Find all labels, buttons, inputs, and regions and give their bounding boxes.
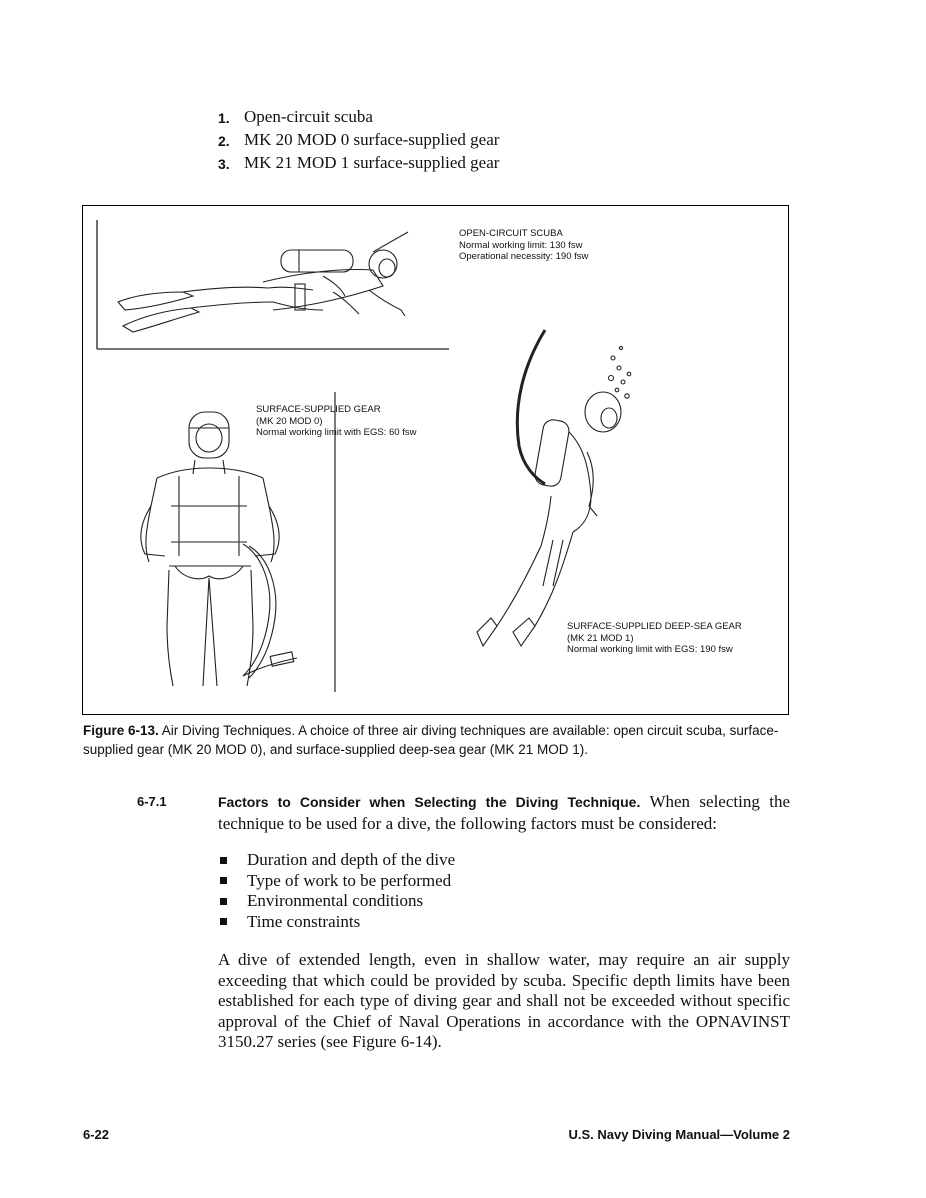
figure-caption <box>83 721 791 759</box>
mk20-line1: (MK 20 MOD 0) <box>256 415 323 427</box>
mk20-line2: Normal working limit with EGS: 60 fsw <box>256 427 417 438</box>
mk21-line1: (MK 21 MOD 1) <box>567 632 634 644</box>
mk20-diver-drawing <box>141 412 297 686</box>
mk21-label <box>567 621 742 656</box>
bullet-text: Environmental conditions <box>247 891 424 910</box>
list-number: 2. <box>218 133 230 149</box>
list-number: 1. <box>218 110 230 126</box>
bullet-icon <box>220 877 227 884</box>
list-item <box>218 152 499 175</box>
section-heading: Factors to Consider when Selecting the Diving Technique. <box>218 794 641 810</box>
figure-caption-text: Air Diving Techniques. A choice of three air diving techniques are available: open circuit scuba, surface-supplied gear (MK 20 MOD 0), and surface-supplied deep-sea gear (MK 21 MOD 1). <box>83 723 779 757</box>
list-item <box>218 129 499 152</box>
mk21-line2: Normal working limit with EGS: 190 fsw <box>567 644 733 655</box>
mk21-diver-drawing <box>477 330 631 646</box>
bullet-text: Time constraints <box>247 911 361 931</box>
scuba-diver-drawing <box>118 232 408 332</box>
scuba-line1: Normal working limit: 130 fsw <box>459 239 583 251</box>
scuba-title: OPEN-CIRCUIT SCUBA <box>459 228 563 239</box>
list-number: 3. <box>218 156 230 172</box>
footer-page-number: 6-22 <box>83 1127 110 1142</box>
footer-title: U.S. Navy Diving Manual—Volume 2 <box>568 1127 790 1142</box>
mk20-title: SURFACE-SUPPLIED GEAR <box>256 404 381 415</box>
mk20-label <box>256 404 416 439</box>
body-paragraph: A dive of extended length, even in shallow water, may require an air supply exceeding that which could be provided by scuba. Specific depth limits have been established for each type of diving gear and shall not be exceeded without specific approval of the Chief of Naval Operations in accordance with the OPNAVINST 3150.27 series (see Figure 6-14). <box>218 950 790 1051</box>
bullet-icon <box>220 898 227 905</box>
scuba-line2: Operational necessity: 190 fsw <box>459 251 589 262</box>
figure-6-13 <box>82 205 789 715</box>
bullet-text: Duration and depth of the dive <box>247 850 456 869</box>
bullet-icon <box>220 857 227 864</box>
numbered-list <box>218 106 499 175</box>
scuba-label <box>459 228 588 263</box>
list-item <box>218 912 455 933</box>
list-text: MK 21 MOD 1 surface-supplied gear <box>244 153 500 172</box>
bullet-text: Type of work to be performed <box>247 870 452 890</box>
mk21-title: SURFACE-SUPPLIED DEEP-SEA GEAR <box>567 621 742 632</box>
bullet-icon <box>220 918 227 925</box>
section-number: 6-7.1 <box>137 794 167 809</box>
figure-caption-label: Figure 6-13. <box>83 723 159 738</box>
section-intro: When selecting the technique to be used for a dive, the following factors must be considered: <box>218 792 790 833</box>
section-intro-paragraph <box>218 791 790 834</box>
list-text: MK 20 MOD 0 surface-supplied gear <box>244 130 500 149</box>
list-item <box>218 891 455 912</box>
factors-list <box>218 850 455 932</box>
list-item <box>218 106 499 129</box>
list-item <box>218 850 455 871</box>
list-text: Open-circuit scuba <box>244 107 373 126</box>
list-item <box>218 871 455 892</box>
